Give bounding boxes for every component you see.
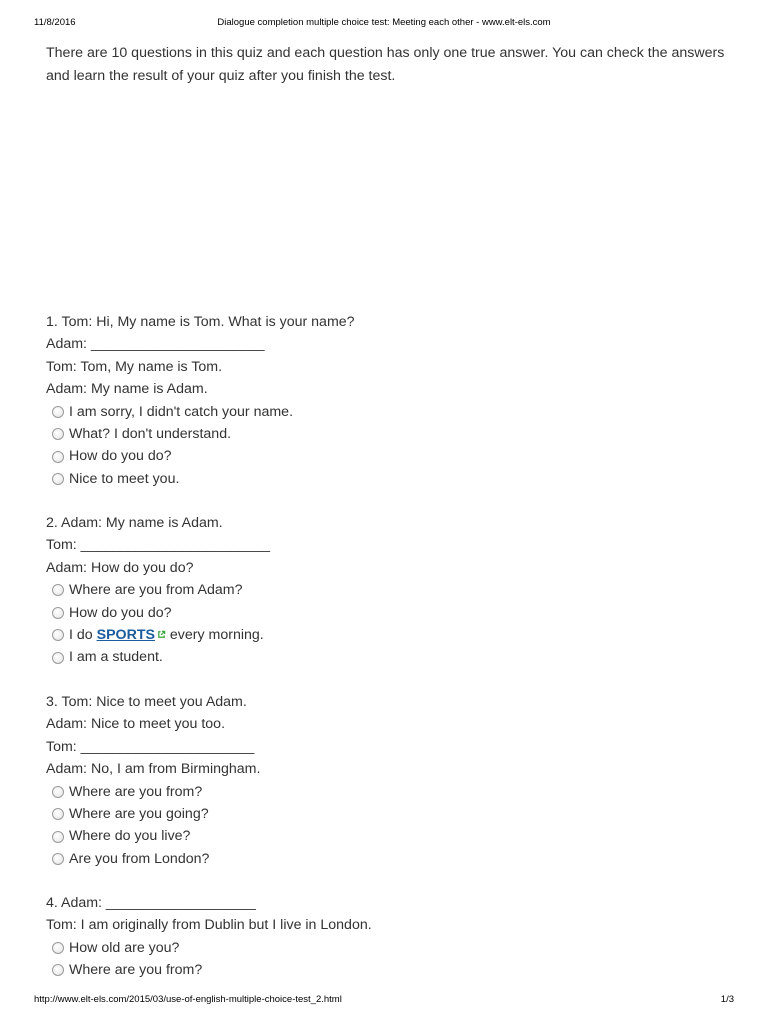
external-link-icon[interactable] [157,630,166,639]
option-label: What? I don't understand. [69,425,232,442]
answer-option[interactable] [46,423,726,445]
radio-button[interactable] [52,853,64,865]
answer-option[interactable] [46,468,726,490]
question-line: Tom: I am originally from Dublin but I live in London. [46,917,372,934]
question-line: 2. Adam: My name is Adam. [46,515,223,531]
radio-button[interactable] [52,428,64,440]
option-label: Where are you from? [69,962,203,979]
question-line: Adam: My name is Adam. [46,381,208,398]
radio-button[interactable] [52,406,64,418]
answer-option[interactable] [46,602,726,624]
question-2 [46,512,726,669]
question-3 [46,691,726,870]
print-page-title: Dialogue completion multiple choice test: Meeting each other - www.elt-els.com [217,17,551,28]
answer-option[interactable] [46,401,726,423]
answer-option[interactable] [46,825,726,847]
answer-option[interactable] [46,579,726,601]
radio-button[interactable] [52,607,64,619]
question-1 [46,311,726,490]
question-line: 4. Adam: ___________________ [46,895,256,911]
print-date: 11/8/2016 [34,17,76,28]
option-label: I do [69,626,97,643]
print-url: http://www.elt-els.com/2015/03/use-of-english-multiple-choice-test_2.html [34,994,342,1005]
option-label: Where are you from? [69,783,203,800]
answer-option[interactable] [46,959,726,981]
radio-button[interactable] [52,831,64,843]
option-label: Where are you from Adam? [69,582,243,599]
answer-option[interactable] [46,646,726,668]
option-label: How old are you? [69,939,180,956]
question-line: 1. Tom: Hi, My name is Tom. What is your name? [46,314,355,330]
question-line: Tom: ________________________ [46,537,271,554]
radio-button[interactable] [52,629,64,641]
quiz-intro: There are 10 questions in this quiz and each question has only one true answer. You can check the answers and learn the result of your quiz after you finish the test. [46,45,725,84]
radio-button[interactable] [52,808,64,820]
question-line: Adam: Nice to meet you too. [46,716,226,733]
sports-link[interactable]: SPORTS [96,626,155,643]
question-4 [46,892,726,982]
question-line: Adam: How do you do? [46,559,194,576]
question-line: Adam: No, I am from Birmingham. [46,761,261,778]
option-label: I am sorry, I didn't catch your name. [69,403,294,420]
option-label: I am a student. [69,649,163,666]
question-line: Adam: ______________________ [46,336,265,353]
question-line: 3. Tom: Nice to meet you Adam. [46,694,247,710]
answer-option[interactable] [46,781,726,803]
option-label: How do you do? [69,448,172,465]
answer-option[interactable] [46,848,726,870]
radio-button[interactable] [52,942,64,954]
option-label: Where do you live? [69,828,191,845]
answer-option[interactable] [46,937,726,959]
answer-option[interactable] [46,803,726,825]
answer-option[interactable] [46,624,726,646]
question-line: Tom: Tom, My name is Tom. [46,358,223,375]
radio-button[interactable] [52,652,64,664]
option-label: every morning. [165,626,264,643]
radio-button[interactable] [52,451,64,463]
option-label: Where are you going? [69,805,209,822]
option-label: Nice to meet you. [69,470,180,487]
radio-button[interactable] [52,473,64,485]
page-number: 1/3 [720,994,734,1005]
answer-option[interactable] [46,445,726,467]
radio-button[interactable] [52,584,64,596]
radio-button[interactable] [52,786,64,798]
question-line: Tom: ______________________ [46,738,255,755]
option-label: Are you from London? [69,850,210,867]
radio-button[interactable] [52,964,64,976]
option-label: How do you do? [69,604,172,621]
